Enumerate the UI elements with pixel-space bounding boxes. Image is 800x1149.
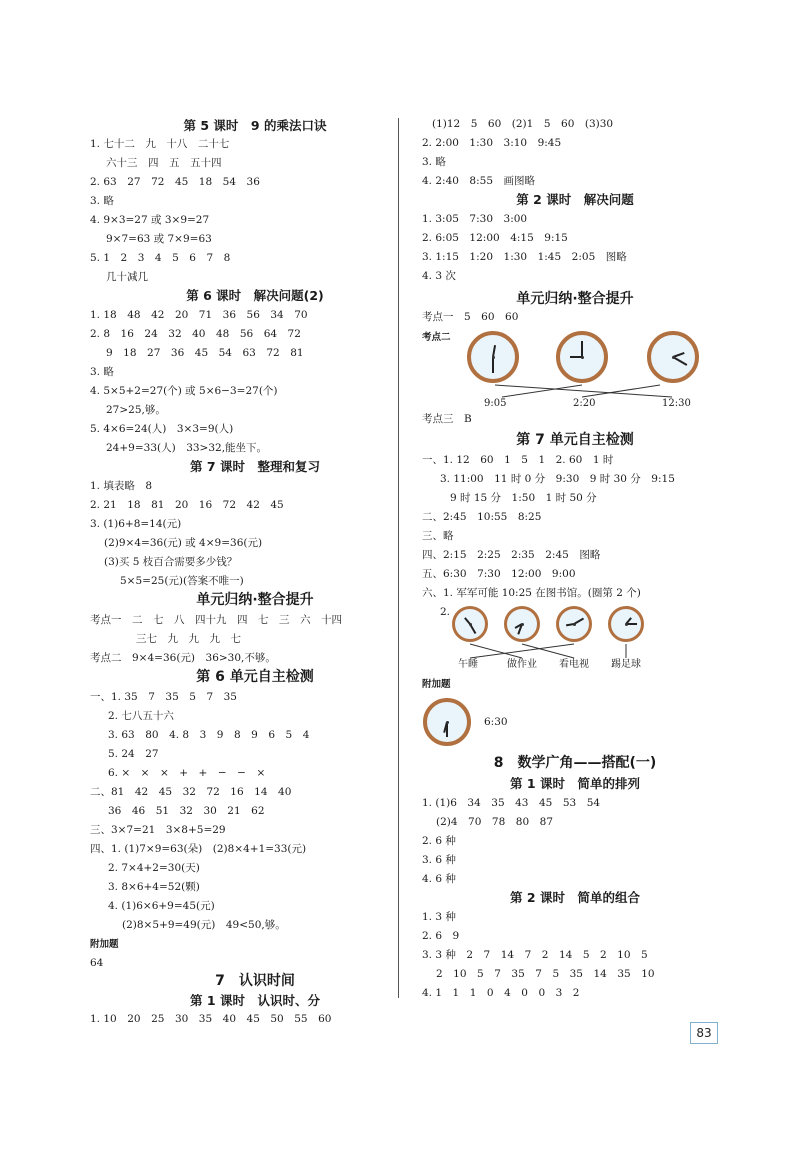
activity-label: 踢足球	[611, 659, 641, 670]
page-number: 83	[690, 1022, 718, 1044]
answer-line: 4. 5×5+2=27(个) 或 5×6−3=27(个)	[90, 385, 278, 397]
time-label: 9:05	[484, 398, 507, 409]
answer-line: 2 10 5 7 35 7 5 35 14 35 10	[436, 968, 655, 980]
unit-summary-title: 单元归纳·整合提升	[196, 592, 314, 608]
answer-line: 1. 七十二 九 十八 二十七	[90, 138, 230, 150]
answer-line: 36 46 51 32 30 21 62	[108, 805, 265, 817]
answer-line: 五、6:30 7:30 12:00 9:00	[422, 568, 576, 580]
answer-line: 2. 7×4+2=30(天)	[108, 862, 200, 874]
answer-line: 27>25,够。	[106, 404, 166, 416]
unit7-test-title: 第 7 单元自主检测	[516, 432, 634, 448]
answer-line: 2. 8 16 24 32 40 48 56 64 72	[90, 328, 301, 340]
answer-line: 2.	[440, 606, 451, 618]
answer-line: 1. 填表略 8	[90, 480, 153, 492]
ch7-lesson1-title: 第 1 课时 认识时、分	[190, 993, 320, 1008]
unit6-test-title: 第 6 单元自主检测	[196, 669, 314, 685]
ch8-lesson1-title: 第 1 课时 简单的排列	[510, 776, 640, 791]
answer-line: 1. 18 48 42 20 71 36 56 34 70	[90, 309, 308, 321]
answer-line: 24+9=33(人) 33>32,能坐下。	[106, 442, 268, 454]
answer-line: 4. 3 次	[422, 270, 456, 282]
answer-line: 5×5=25(元)(答案不唯一)	[120, 575, 244, 587]
answer-line: 2. 2:00 1:30 3:10 9:45	[422, 137, 562, 149]
answer-line: 考点一 5 60 60	[422, 311, 519, 323]
answer-line: 3. 略	[90, 195, 114, 207]
answer-line: 2. 21 18 81 20 16 72 42 45	[90, 499, 284, 511]
answer-line: (3)买 5 枝百合需要多少钱？	[104, 556, 238, 568]
answer-line: 考点三 B	[422, 413, 472, 425]
answer-line: 六、1. 军军可能 10:25 在图书馆。(圈第 2 个)	[422, 587, 641, 599]
answer-line: 9 时 15 分 1:50 1 时 50 分	[450, 492, 597, 504]
answer-line: 1. (1)6 34 35 43 45 53 54	[422, 797, 601, 809]
time-label: 12:30	[662, 398, 691, 409]
answer-line: 一、1. 12 60 1 5 1 2. 60 1 时	[422, 454, 614, 466]
answer-line: 3. 11:00 11 时 0 分 9:30 9 时 30 分 9:15	[440, 473, 675, 485]
ch7-lesson2-title: 第 2 课时 解决问题	[516, 192, 634, 207]
answer-line: 4. 1 1 1 0 4 0 0 3 2	[422, 987, 580, 999]
answer-line: 2. 6:05 12:00 4:15 9:15	[422, 232, 568, 244]
answer-line: 4. 9×3=27 或 3×9=27	[90, 214, 210, 226]
answer-line: 64	[90, 957, 104, 969]
answer-line: 1. 10 20 25 30 35 40 45 50 55 60	[90, 1013, 332, 1025]
answer-line: 2. 63 27 72 45 18 54 36	[90, 176, 260, 188]
answer-line: 3. 8×6+4=52(颗)	[108, 881, 200, 893]
unit-summary-title: 单元归纳·整合提升	[516, 291, 634, 307]
answer-line: 2. 6 种	[422, 835, 456, 847]
lesson7-title: 第 7 课时 整理和复习	[190, 459, 320, 474]
answer-line: (2)8×5+9=49(元) 49<50,够。	[122, 919, 286, 931]
answer-line: 1. 3:05 7:30 3:00	[422, 213, 528, 225]
chapter7-title: 7 认识时间	[215, 973, 295, 989]
answer-line: (2)9×4=36(元) 或 4×9=36(元)	[104, 537, 263, 549]
kaodian-2-label: 考点二	[422, 332, 451, 343]
clock-icon	[423, 698, 471, 746]
answer-line: 9 18 27 36 45 54 63 72 81	[106, 347, 304, 359]
answer-line: 9×7=63 或 7×9=63	[106, 233, 212, 245]
answer-line: 二、2:45 10:55 8:25	[422, 511, 542, 523]
answer-line: 2. 七八五十六	[108, 710, 174, 722]
answer-line: 3. 63 80 4. 8 3 9 8 9 6 5 4	[108, 729, 310, 741]
answer-line: 2. 6 9	[422, 930, 460, 942]
ch8-lesson2-title: 第 2 课时 简单的组合	[510, 890, 640, 905]
answer-line: 5. 24 27	[108, 748, 159, 760]
answer-line: 三七 九 九 九 七	[136, 633, 241, 645]
answer-line: (1)12 5 60 (2)1 5 60 (3)30	[432, 118, 614, 130]
answer-line: 6. × × × + + − − ×	[108, 767, 266, 779]
answer-line: 考点二 9×4=36(元) 36>30,不够。	[90, 652, 276, 664]
activity-label: 午睡	[458, 659, 478, 670]
answer-line: (2)4 70 78 80 87	[436, 816, 553, 828]
answer-line: 三、略	[422, 530, 454, 542]
answer-line: 四、2:15 2:25 2:35 2:45 图略	[422, 549, 601, 561]
answer-line: 3. (1)6+8=14(元)	[90, 518, 182, 530]
answer-line: 1. 3 种	[422, 911, 456, 923]
activity-label: 看电视	[559, 659, 589, 670]
answer-line: 3. 6 种	[422, 854, 456, 866]
answer-line: 一、1. 35 7 35 5 7 35	[90, 691, 237, 703]
chapter8-title: 8 数学广角——搭配(一)	[493, 755, 657, 771]
lesson6-title: 第 6 课时 解决问题(2)	[186, 288, 324, 303]
answer-line: 3. 略	[422, 156, 446, 168]
extra-question-label: 附加题	[90, 939, 119, 950]
answer-line: 3. 1:15 1:20 1:30 1:45 2:05 图略	[422, 251, 627, 263]
answer-line: 3. 3 种 2 7 14 7 2 14 5 2 10 5	[422, 949, 648, 961]
extra-question-label: 附加题	[422, 679, 451, 690]
answer-line: 6:30	[484, 716, 508, 728]
lesson5-title: 第 5 课时 9 的乘法口诀	[183, 118, 327, 133]
answer-line: 几十减几	[106, 271, 148, 283]
answer-line: 4. 6 种	[422, 873, 456, 885]
answer-line: 5. 1 2 3 4 5 6 7 8	[90, 252, 231, 264]
time-label: 2:20	[573, 398, 596, 409]
answer-line: 4. 2:40 8:55 画图略	[422, 175, 536, 187]
answer-line: 4. (1)6×6+9=45(元)	[108, 900, 215, 912]
answer-line: 六十三 四 五 五十四	[106, 157, 222, 169]
activity-label: 做作业	[507, 659, 537, 670]
answer-line: 考点一 二 七 八 四十九 四 七 三 六 十四	[90, 614, 342, 626]
answer-line: 四、1. (1)7×9=63(朵) (2)8×4+1=33(元)	[90, 843, 307, 855]
answer-line: 二、81 42 45 32 72 16 14 40	[90, 786, 292, 798]
answer-line: 3. 略	[90, 366, 114, 378]
answer-line: 5. 4×6=24(人) 3×3=9(人)	[90, 423, 234, 435]
answer-line: 三、3×7=21 3×8+5=29	[90, 824, 226, 836]
